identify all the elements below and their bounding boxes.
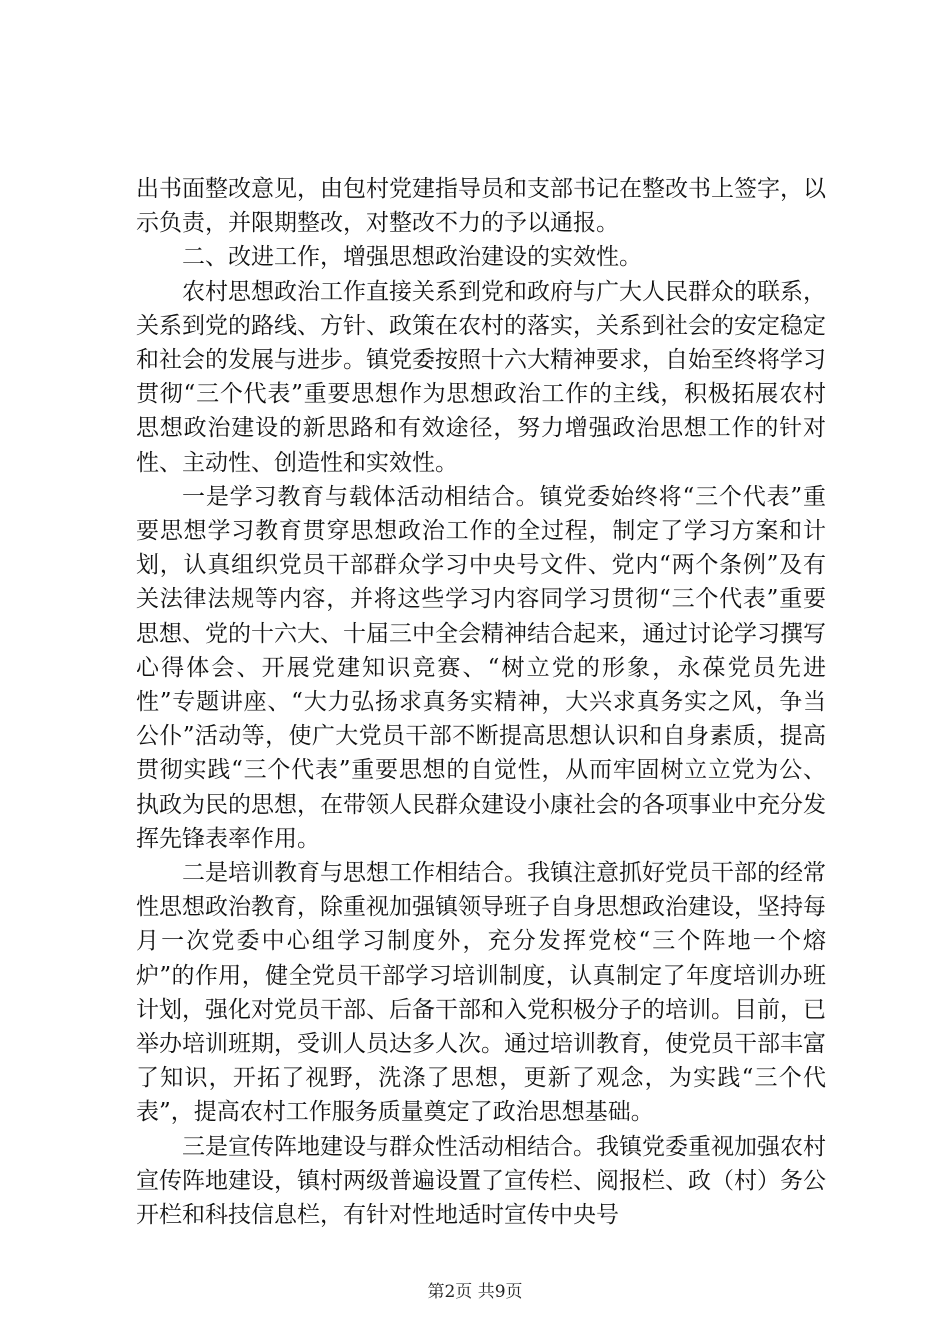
paragraph-5: 二是培训教育与思想工作相结合。我镇注意抓好党员干部的经常性思想政治教育，除重视加强镇领导班子自身思想政治建设，坚持每月一次党委中心组学习制度外，充分发挥党校“三个阵地一个熔炉”的作用，健全党员干部学习培训制度，认真制定了年度培训办班计划，强化对党员干部、后备干部和入党积极分子的培训。目前，已举办培训班期，受训人员达多人次。通过培训教育，使党员干部丰富了知识，开拓了视野，洗涤了思想，更新了观念，为实践“三个代表”，提高农村工作服务质量奠定了政治思想基础。 xyxy=(136,860,826,1126)
paragraph-6: 三是宣传阵地建设与群众性活动相结合。我镇党委重视加强农村宣传阵地建设，镇村两级普遍设置了宣传栏、阅报栏、政（村）务公开栏和科技信息栏，有针对性地适时宣传中央号 xyxy=(136,1133,826,1229)
page-number-footer: 第2页 共9页 xyxy=(427,1282,523,1302)
paragraph-4: 一是学习教育与载体活动相结合。镇党委始终将“三个代表”重要思想学习教育贯穿思想政治工作的全过程，制定了学习方案和计划，认真组织党员干部群众学习中央号文件、党内“两个条例”及有关法律法规等内容，并将这些学习内容同学习贯彻“三个代表”重要思想、党的十六大、十届三中全会精神结合起来，通过讨论学习撰写心得体会、开展党建知识竞赛、“树立党的形象，永葆党员先进性”专题讲座、“大力弘扬求真务实精神，大兴求真务实之风，争当公仆”活动等，使广大党员干部不断提高思想认识和自身素质，提高贯彻实践“三个代表”重要思想的自觉性，从而牢固树立立党为公、执政为民的思想，在带领人民群众建设小康社会的各项事业中充分发挥先锋表率作用。 xyxy=(136,483,826,852)
paragraph-1: 出书面整改意见，由包村党建指导员和支部书记在整改书上签字，以示负责，并限期整改，对整改不力的予以通报。 xyxy=(136,176,826,237)
paragraph-3: 农村思想政治工作直接关系到党和政府与广大人民群众的联系，关系到党的路线、方针、政策在农村的落实，关系到社会的安定稳定和社会的发展与进步。镇党委按照十六大精神要求，自始至终将学习贯彻“三个代表”重要思想作为思想政治工作的主线，积极拓展农村思想政治建设的新思路和有效途径，努力增强政治思想工作的针对性、主动性、创造性和实效性。 xyxy=(136,278,826,476)
paragraph-2-heading: 二、改进工作，增强思想政治建设的实效性。 xyxy=(182,244,642,271)
document-body xyxy=(136,172,826,1232)
